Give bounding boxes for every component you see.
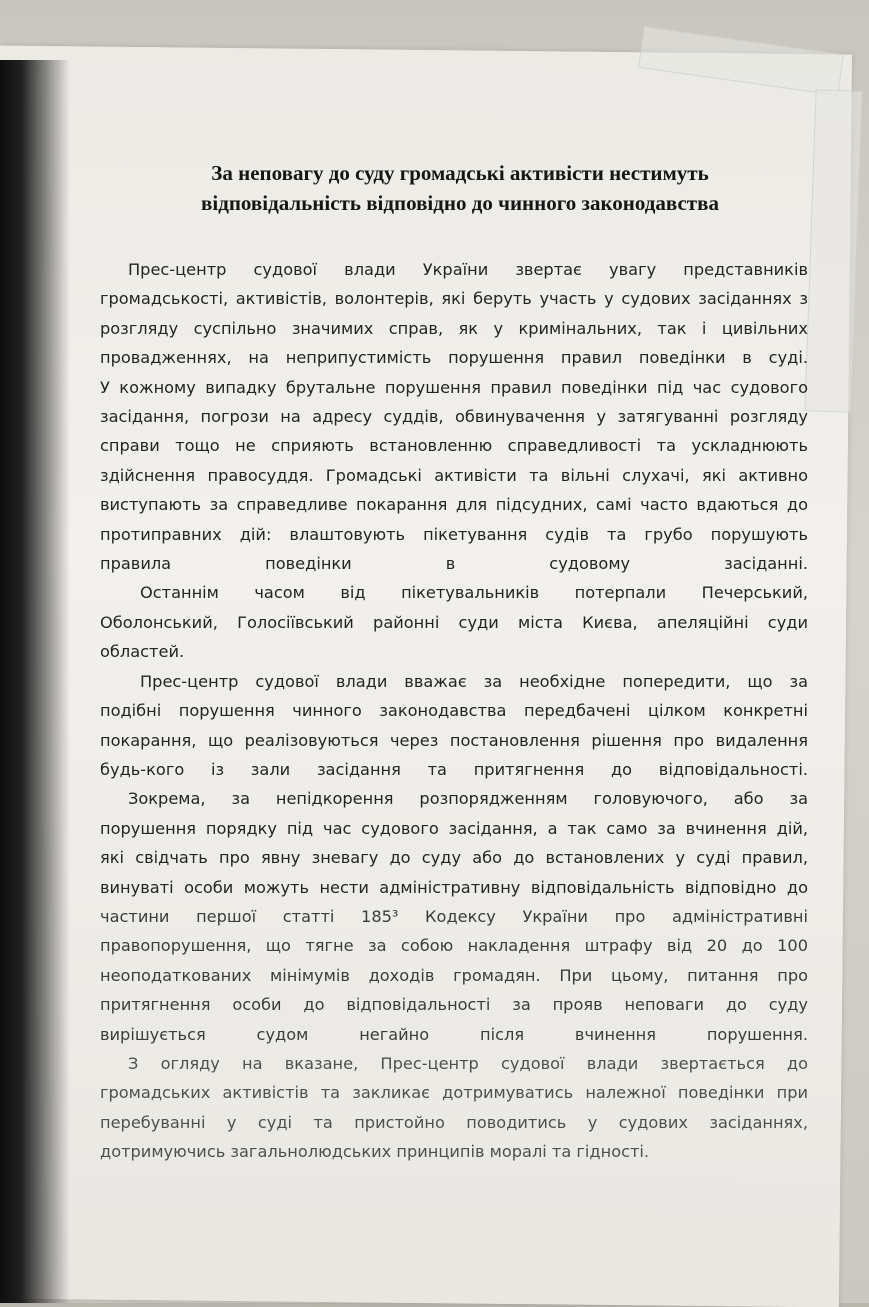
text-line: виступають за справедливе покарання для підсудних, самі часто вдаються до [100,495,808,515]
text-line: справи тощо не сприяють встановленню справедливості та ускладнюють [100,436,808,456]
text-line: правила поведінки в судовому засіданні. [100,554,808,574]
text-line: засідання, погрози на адресу суддів, обвинувачення у затягуванні розгляду [100,407,808,427]
title-line: За неповагу до суду громадські активісти нестимуть [211,161,709,185]
text-line: неоподаткованих мінімумів доходів громадян. При цьому, питання про [100,965,808,985]
text-line: які свідчать про явну зневагу до суду або до встановлених у суді правил, [100,848,808,868]
text-line: правопорушення, що тягне за собою накладення штрафу від 20 до 100 [100,936,808,956]
text-line: У кожному випадку брутальне порушення правил поведінки під час судового [100,377,808,397]
text-line: будь-кого із зали засідання та притягнення до відповідальності. [100,759,808,779]
document-body [100,255,808,1167]
text-line: частини першої статті 185³ Кодексу України про адміністративні [100,906,808,926]
text-line: вирішується судом негайно після вчинення порушення. [100,1024,808,1044]
toner-edge [0,60,70,1303]
text-line: притягнення особи до відповідальності за прояв неповаги до суду [100,995,808,1015]
text-line: провадженнях, на неприпустимість порушення правил поведінки в суді. [100,348,808,368]
text-line: Прес-центр судової влади України звертає увагу представників [128,260,808,279]
text-line: винуваті особи можуть нести адміністративну відповідальність відповідно до [100,877,808,897]
text-line: покарання, що реалізовуються через постановлення рішення про видалення [100,730,808,750]
text-line: Прес-центр судової влади вважає за необхідне попередити, що за [140,671,808,691]
text-line: Зокрема, за непідкорення розпорядженням головуючого, або за [128,789,808,809]
text-line: протиправних дій: влаштовують пікетування судів та грубо порушують [100,524,808,544]
text-line: областей. [100,642,185,662]
text-line: громадськості, активістів, волонтерів, які беруть участь у судових засіданнях з [100,289,808,309]
text-line: дотримуючись загальнолюдських принципів моралі та гідності. [100,1142,650,1162]
text-line: порушення порядку під час судового засідання, а так само за вчинення дій, [100,818,808,838]
text-line: З огляду на вказане, Прес-центр судової влади звертається до [128,1053,808,1073]
text-line: Останнім часом від пікетувальників потерпали Печерський, [140,583,808,603]
text-line: розгляду суспільно значимих справ, як у кримінальних, так і цивільних [100,318,808,338]
text-line: перебуванні у суді та пристойно поводитись у судових засіданнях, [100,1112,808,1132]
text-line: громадських активістів та закликає дотримуватись належної поведінки при [100,1083,808,1103]
document-title [120,158,800,218]
text-line: подібні порушення чинного законодавства передбачені цілком конкретні [100,701,808,721]
text-line: Оболонський, Голосіївський районні суди міста Києва, апеляційні суди [100,612,808,632]
title-line: відповідальність відповідно до чинного законодавства [201,191,719,215]
text-line: здійснення правосуддя. Громадські активісти та вільні слухачі, які активно [100,465,808,485]
